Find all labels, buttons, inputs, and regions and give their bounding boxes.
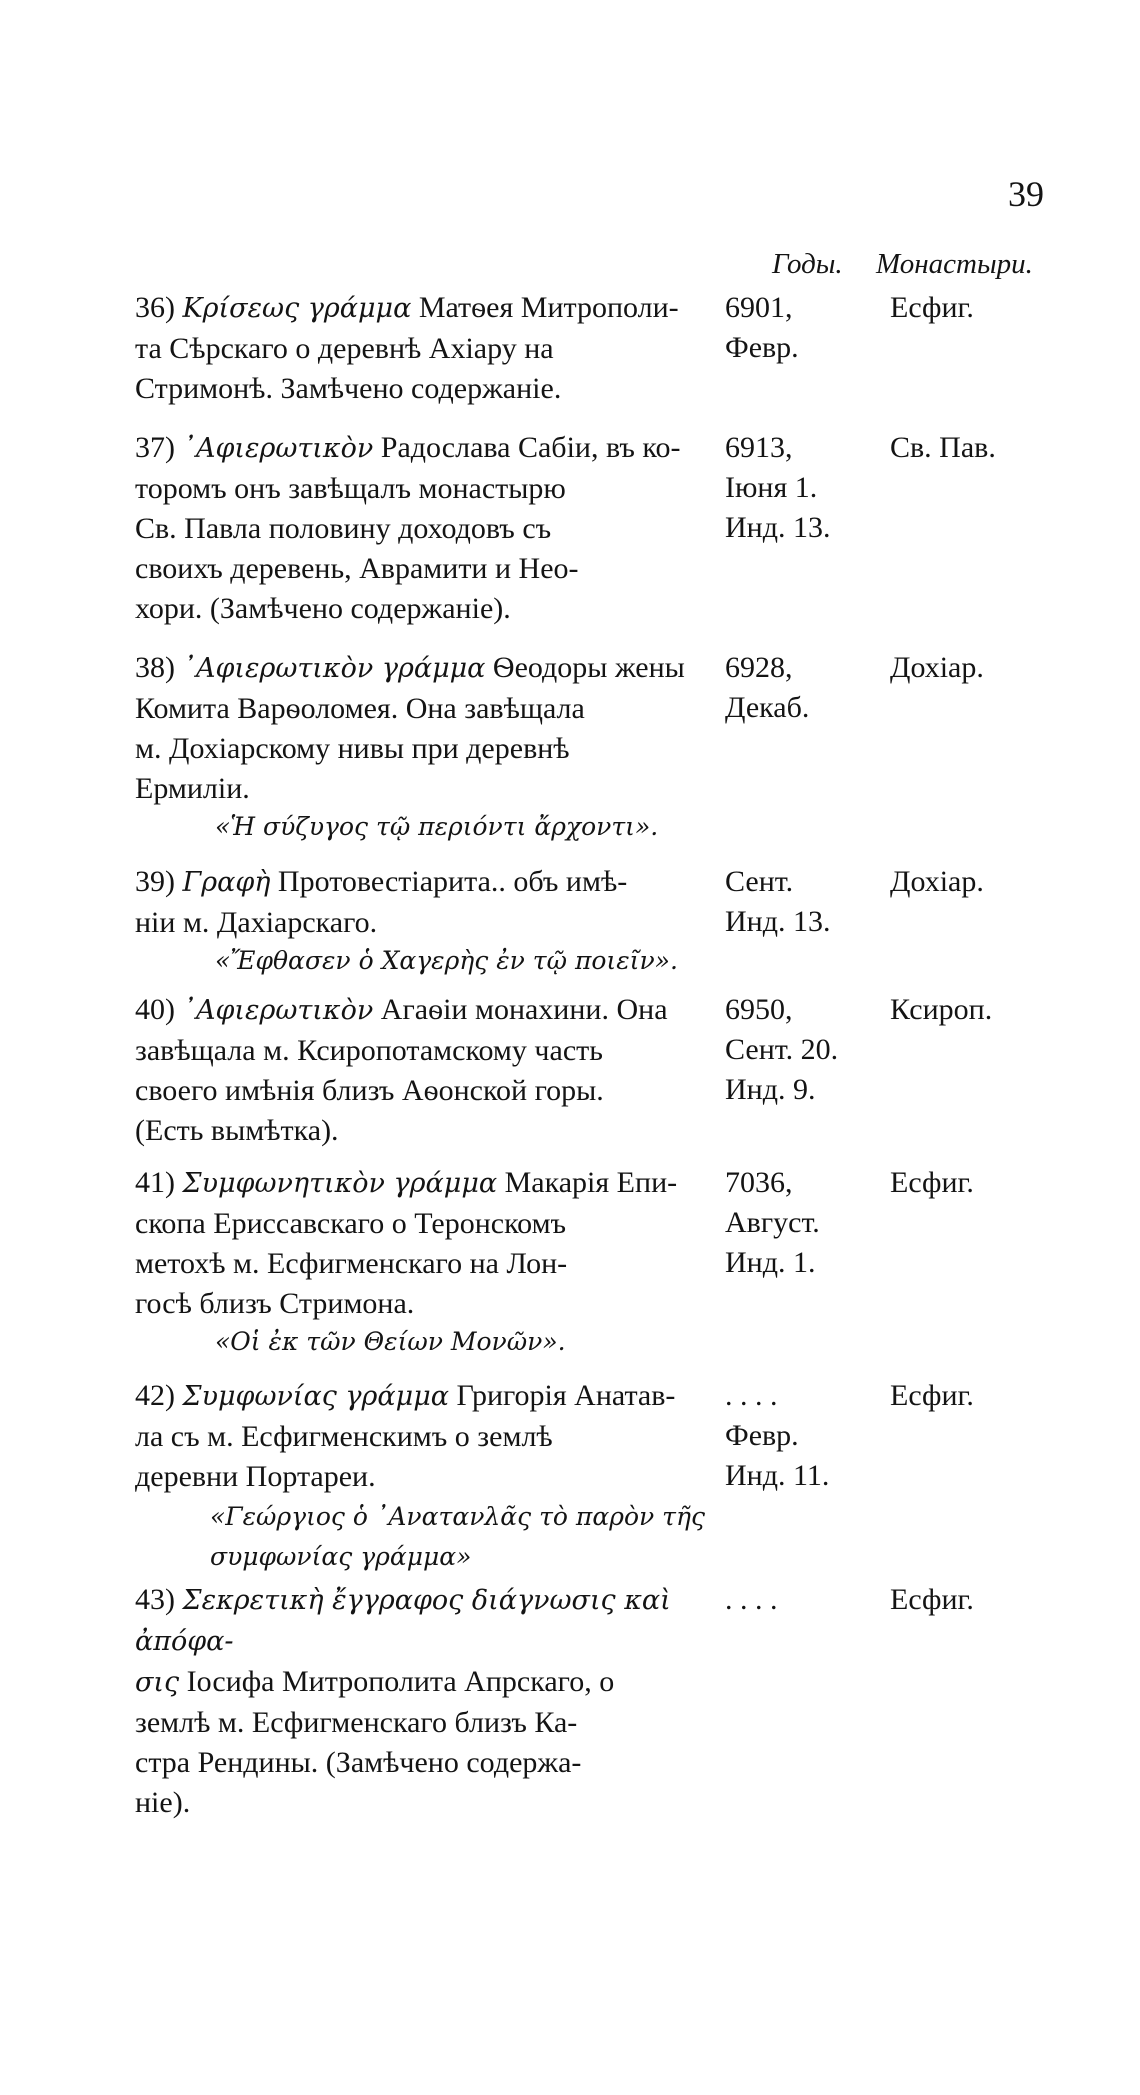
entry-monastery: Есфиг. [890, 291, 974, 324]
greek-incipit: «Ἔφθασεν ὁ Χαγερὴς ἐν τῷ ποιεῖν». [215, 946, 678, 975]
greek-title: Γραφὴ [182, 867, 271, 898]
entry-number: 43) [135, 1583, 175, 1616]
entry-text [135, 1580, 715, 1823]
entry-monastery: Ксироп. [890, 993, 993, 1026]
entry-monastery: Есфиг. [890, 1166, 974, 1199]
entry-date: Сент. Инд. 13. [725, 865, 831, 938]
page-number: 39 [1008, 174, 1044, 214]
entry-text [135, 1163, 715, 1360]
entry-text [135, 648, 715, 845]
entry-date: . . . . Февр. Инд. 11. [725, 1379, 830, 1492]
entry-description: Макарія Епи- скопа Ериссавскаго о Теронскомъ метохѣ м. Есфигменскаго на Лон- госѣ близъ Стримона. [135, 1166, 678, 1320]
entry-number: 37) [135, 431, 175, 464]
entry-description: Ѳеодоры жены Комита Варѳоломея. Она завѣщала м. Дохіарскому нивы при деревнѣ Ермиліи. [135, 651, 685, 805]
greek-incipit: «Γεώργιος ὁ ᾿Ανατανλᾶς τὸ παρὸν τῆς συμφωνίας γράμμα» [210, 1502, 705, 1571]
entry-number: 38) [135, 651, 175, 684]
entry-description: Іосифа Митрополита Апрскаго, о землѣ м. Есфигменскаго близъ Ка- стра Рендины. (Замѣчено содержа- ніе). [135, 1665, 615, 1819]
greek-incipit: «Οἱ ἐκ τῶν Θείων Μονῶν». [215, 1327, 566, 1356]
entry-description: Матѳея Митрополи- та Сѣрскаго о деревнѣ Ахіару на Стримонѣ. Замѣчено содержаніе. [135, 291, 679, 405]
entry-number: 36) [135, 291, 175, 324]
entry-description: Радослава Сабіи, въ ко- торомъ онъ завѣщалъ монастырю Св. Павла половину доходовъ съ своихъ деревень, Аврамити и Нео- хори. (Замѣчено содержаніе). [135, 431, 681, 625]
greek-title: ᾿Αφιερωτικὸν [182, 995, 374, 1026]
greek-title: Συμφωνίας γράμμα [182, 1381, 449, 1412]
entry-date: 6901, Февр. [725, 291, 799, 364]
entry-date: 6928, Декаб. [725, 651, 810, 724]
entry-date: . . . . [725, 1583, 778, 1616]
entry-monastery: Дохіар. [890, 865, 984, 898]
entry-text [135, 288, 715, 409]
entry-description: Протовестіарита.. объ имѣ- ніи м. Дахіарскаго. [135, 865, 628, 939]
entry-description: Агаѳіи монахини. Она завѣщала м. Ксиропотамскому часть своего имѣнія близъ Аѳонской горы. (Есть вымѣтка). [135, 993, 668, 1147]
greek-title: ᾿Αφιερωτικὸν [182, 433, 374, 464]
entry-text [135, 428, 715, 629]
entry-text [135, 990, 715, 1151]
column-header-monasteries: Монастыри. [876, 248, 1033, 280]
greek-title: Συμφωνητικὸν γράμμα [182, 1168, 498, 1199]
greek-title: ᾿Αφιερωτικὸν γράμμα [182, 653, 486, 684]
entry-number: 39) [135, 865, 175, 898]
entry-number: 41) [135, 1166, 175, 1199]
entry-text [135, 862, 715, 979]
entry-number: 40) [135, 993, 175, 1026]
column-header-years: Годы. [772, 248, 843, 280]
entry-date: 6913, Іюня 1. Инд. 13. [725, 431, 831, 544]
entry-date: 7036, Август. Инд. 1. [725, 1166, 820, 1279]
entry-date: 6950, Сент. 20. Инд. 9. [725, 993, 839, 1106]
entry-monastery: Св. Пав. [890, 431, 996, 464]
greek-incipit: «Ἡ σύζυγος τῷ περιόντι ἄρχοντι». [215, 812, 659, 841]
entry-monastery: Дохіар. [890, 651, 984, 684]
entry-monastery: Есфиг. [890, 1379, 974, 1412]
greek-title: Κρίσεως γράμμα [182, 293, 412, 324]
entry-description: Григорія Анатав- ла съ м. Есфигменскимъ о землѣ деревни Портареи. [135, 1379, 676, 1493]
entry-text [135, 1376, 715, 1577]
entry-number: 42) [135, 1379, 175, 1412]
entry-monastery: Есфиг. [890, 1583, 974, 1616]
greek-title: Σεκρετικὴ ἔγγραφος διάγνωσις καὶ ἀπόφα- σις [135, 1585, 671, 1698]
